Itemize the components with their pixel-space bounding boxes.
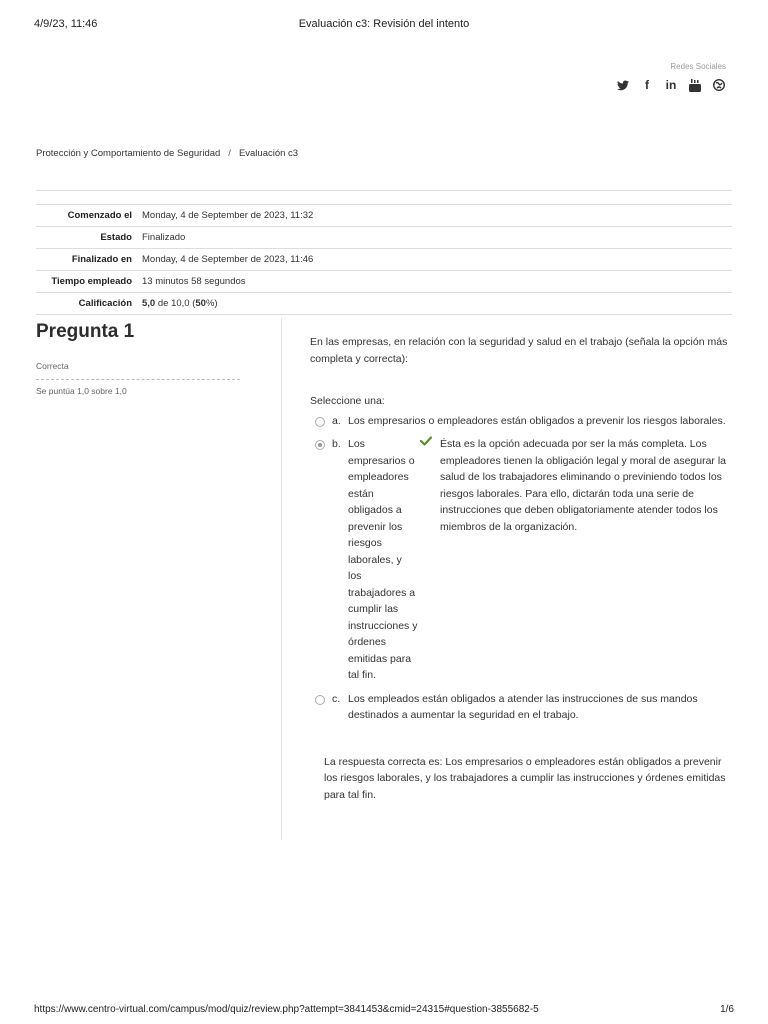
question-title: Pregunta 1 bbox=[36, 321, 135, 342]
youtube-icon[interactable] bbox=[688, 78, 702, 92]
option-text: Los empleados están obligados a atender las instrucciones de sus mandos destinados a aumentar la seguridad en el trabajo. bbox=[348, 692, 698, 721]
summary-row-started bbox=[36, 205, 732, 227]
linkedin-icon[interactable]: in bbox=[665, 78, 677, 92]
grade-value bbox=[138, 293, 732, 315]
question-info bbox=[36, 318, 240, 396]
summary-row-state bbox=[36, 227, 732, 249]
finished-label: Finalizado en bbox=[71, 254, 132, 265]
state-label: Estado bbox=[100, 232, 132, 243]
page-number: 1/6 bbox=[720, 1004, 734, 1015]
option-c bbox=[310, 691, 730, 724]
radio-a[interactable] bbox=[315, 417, 325, 427]
state-value: Finalizado bbox=[142, 232, 186, 243]
breadcrumb-separator: / bbox=[228, 148, 231, 159]
breadcrumb bbox=[36, 148, 298, 159]
radio-b[interactable] bbox=[315, 440, 325, 450]
document-title: Evaluación c3: Revisión del intento bbox=[298, 18, 470, 30]
option-letter: b. bbox=[332, 438, 341, 450]
summary-row-time bbox=[36, 271, 732, 293]
column-divider bbox=[281, 318, 282, 840]
question-state: Correcta bbox=[36, 361, 240, 380]
option-letter: a. bbox=[332, 414, 341, 427]
summary-row-finished bbox=[36, 249, 732, 271]
option-feedback: Ésta es la opción adecuada por ser la más completa. Los empleadores tienen la obligación legal y moral de asegurar la salud de los trabajadores eliminando o previniendo todos los riesgos laborales. Para ello, dictarán toda una serie de instrucciones que deben obligatoriamente atender todos los miembros de la organización. bbox=[440, 438, 727, 533]
radio-c[interactable] bbox=[315, 695, 325, 705]
print-date: 4/9/23, 11:46 bbox=[34, 18, 98, 30]
social-icons bbox=[616, 78, 726, 92]
question-text: En las empresas, en relación con la seguridad y salud en el trabajo (señala la opción más completa y correcta): bbox=[310, 336, 728, 365]
print-url: https://www.centro-virtual.com/campus/mod/quiz/review.php?attempt=3841453&cmid=24315#question-3855682-5 bbox=[34, 1004, 539, 1015]
grade-percent: 50 bbox=[195, 298, 206, 309]
started-label: Comenzado el bbox=[67, 210, 132, 221]
breadcrumb-course[interactable]: Protección y Comportamiento de Seguridad bbox=[36, 148, 221, 159]
answer-options bbox=[310, 413, 730, 724]
correct-answer-feedback: La respuesta correcta es: Los empresarios o empleadores están obligados a prevenir los riesgos laborales, y los trabajadores a cumplir las instrucciones y órdenes emitidas para tal fin. bbox=[324, 755, 726, 801]
question-content bbox=[310, 334, 730, 803]
grade-end: %) bbox=[205, 298, 218, 309]
time-value: 13 minutos 58 segundos bbox=[142, 276, 246, 287]
social-caption: Redes Sociales bbox=[670, 62, 726, 71]
started-value: Monday, 4 de September de 2023, 11:32 bbox=[142, 210, 314, 221]
time-label: Tiempo empleado bbox=[51, 276, 132, 287]
grade-label: Calificación bbox=[78, 298, 132, 309]
print-header bbox=[34, 18, 734, 32]
divider bbox=[36, 190, 732, 191]
option-text: Los empresarios o empleadores están obligados a prevenir los riesgos laborales. bbox=[348, 414, 726, 427]
social-networks bbox=[526, 62, 726, 92]
summary-row-grade bbox=[36, 293, 732, 315]
finished-value: Monday, 4 de September de 2023, 11:46 bbox=[142, 254, 314, 265]
option-text: Los empresarios o empleadores están obligados a prevenir los riesgos laborales, y los trabajadores a cumplir las instrucciones y órdenes emitidas para tal fin. bbox=[348, 438, 418, 681]
correct-check-icon bbox=[420, 435, 438, 452]
grade-middle: de 10,0 ( bbox=[155, 298, 196, 309]
twitter-icon[interactable] bbox=[616, 78, 630, 92]
option-b bbox=[310, 436, 730, 684]
attempt-summary-table bbox=[36, 204, 732, 315]
option-letter: c. bbox=[332, 692, 341, 705]
facebook-icon[interactable]: f bbox=[645, 78, 649, 92]
breadcrumb-quiz[interactable]: Evaluación c3 bbox=[238, 148, 299, 159]
answer-prompt: Seleccione una: bbox=[310, 395, 385, 407]
globe-icon[interactable] bbox=[712, 78, 726, 92]
option-a bbox=[310, 413, 730, 430]
question-grade: Se puntúa 1,0 sobre 1,0 bbox=[36, 386, 127, 396]
grade-score: 5,0 bbox=[142, 298, 156, 309]
